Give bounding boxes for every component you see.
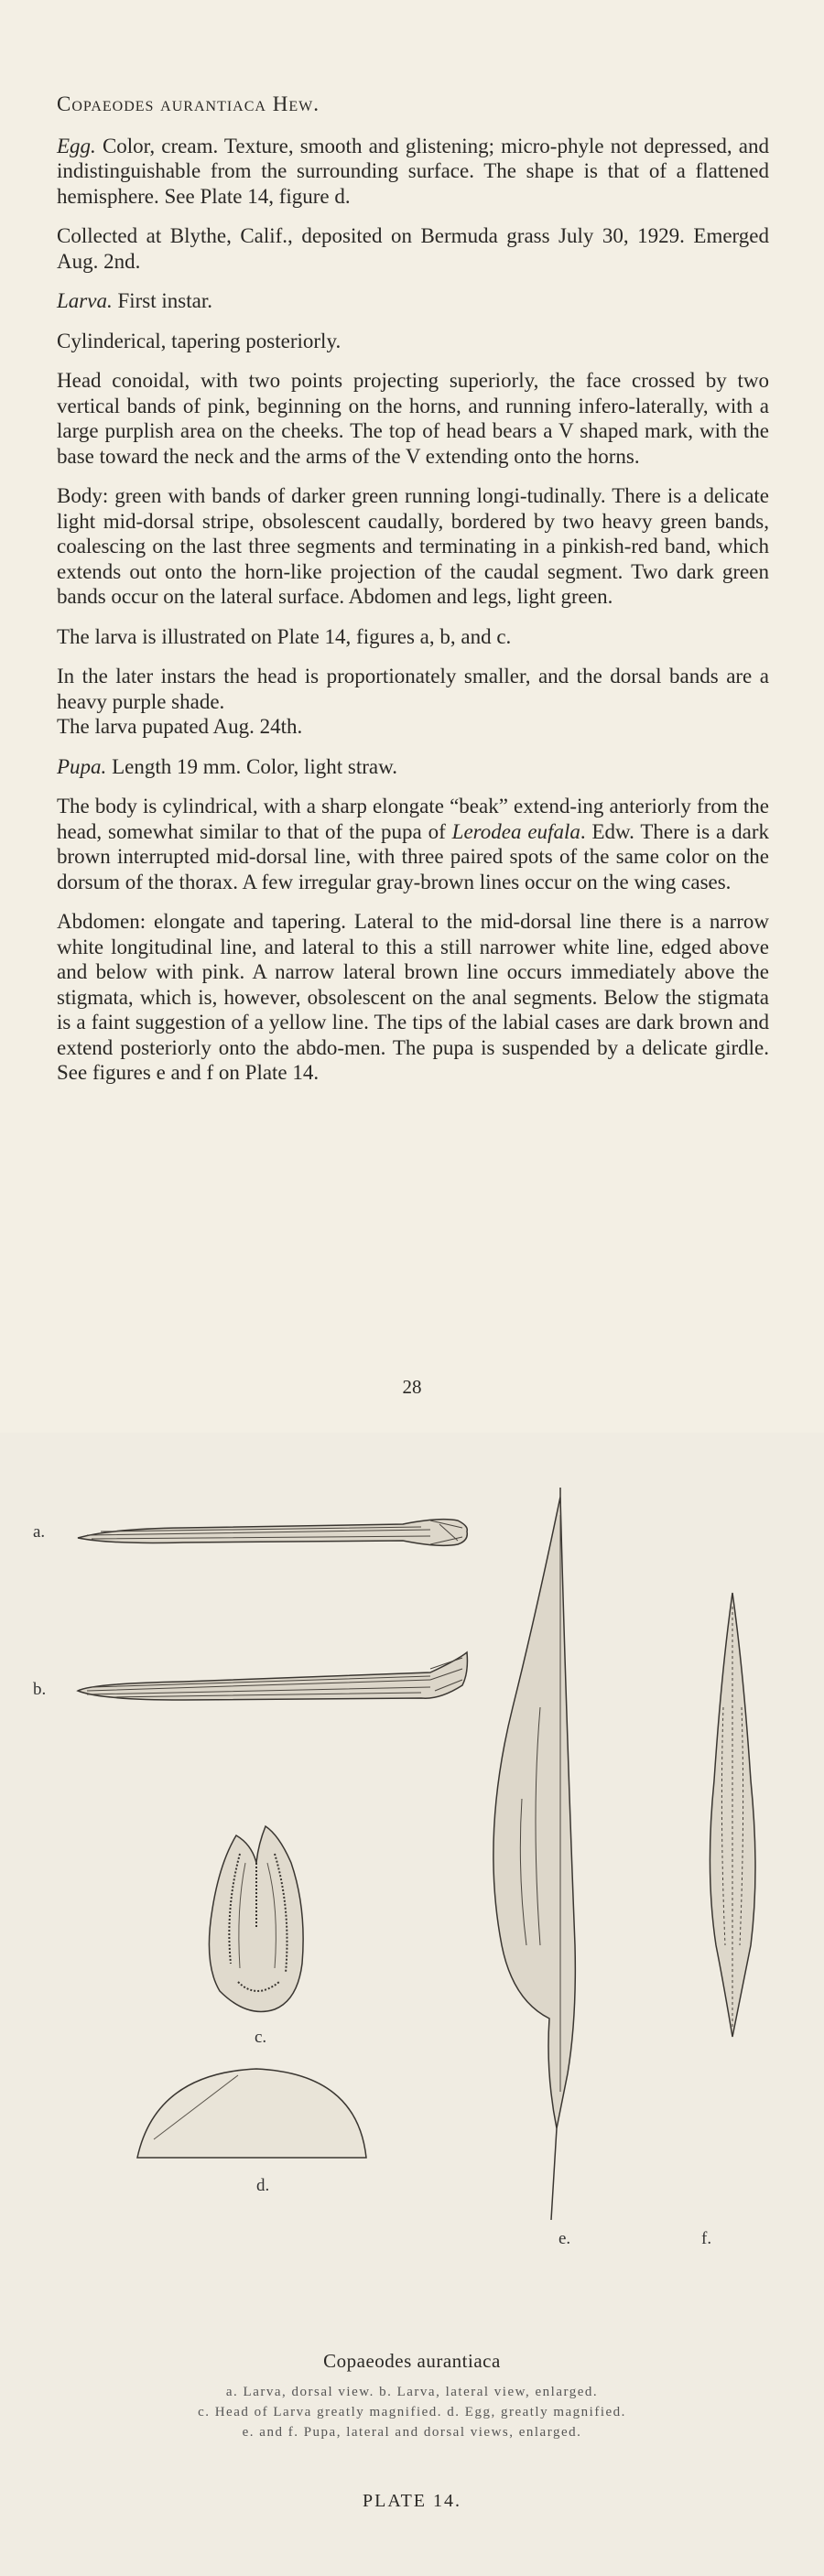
- egg-text: Color, cream. Texture, smooth and glistening; micro-phyle not depressed, and indistinguishable from the surrounding surface. The shape is that of a flattened hemisphere. See Plate 14, figure d.: [57, 134, 769, 208]
- pupa-body-paragraph: [57, 794, 769, 894]
- body-paragraph: Body: green with bands of darker green running longi-tudinally. There is a delicate light mid-dorsal stripe, obsolescent caudally, bordered by two heavy green bands, coalescing on the last three segments and terminating in a pinkish-red band, which extends out onto the horn-like projection of the caudal segment. Two dark green bands occur on the lateral surface. Abdomen and legs, light green.: [57, 484, 769, 608]
- plate-label: PLATE 14.: [363, 2491, 461, 2511]
- pupa-text: Length 19 mm. Color, light straw.: [106, 754, 397, 778]
- species-title: Copaeodes aurantiaca Hew.: [57, 92, 320, 115]
- page-number: 28: [402, 1376, 422, 1398]
- figure-label-b: b.: [33, 1680, 47, 1699]
- figure-c-larva-head: [209, 1826, 303, 2012]
- plate-caption: [0, 2350, 824, 2442]
- pupa-paragraph: [57, 754, 769, 780]
- plate-page: [0, 1433, 824, 2576]
- caption-title: Copaeodes aurantiaca: [323, 2350, 501, 2372]
- caption-line-1: a. Larva, dorsal view. b. Larva, lateral view, enlarged.: [225, 2385, 599, 2399]
- figure-label-f: f.: [701, 2229, 712, 2248]
- figure-a-larva-dorsal: [78, 1520, 467, 1546]
- pupa-body-text-1: The body is cylindrical, with a sharp elongate “beak” extend-ing anteriorly from the head, somewhat similar to that of the pupa of: [57, 795, 769, 843]
- egg-paragraph: [57, 134, 769, 210]
- egg-heading: Egg.: [57, 134, 96, 157]
- figure-label-d: d.: [256, 2176, 270, 2195]
- larva-text: First instar.: [112, 289, 212, 312]
- pupa-body-text-2: . Edw. There is a dark brown interrupted mid-dorsal line, with three paired spots of the same color on the dorsum of the thorax. A few irregular gray-brown lines occur on the wing cases.: [57, 819, 770, 893]
- figure-b-larva-lateral: [78, 1652, 467, 1700]
- pupa-heading: Pupa.: [57, 754, 107, 778]
- caption-line-2: c. Head of Larva greatly magnified. d. Egg, greatly magnified.: [198, 2405, 626, 2419]
- larva-heading: Larva.: [57, 289, 113, 312]
- figure-label-c: c.: [255, 2028, 267, 2047]
- pupa-body-species: Lerodea eufala: [451, 819, 580, 843]
- figure-f-pupa-dorsal: [710, 1593, 755, 2037]
- text-body: [57, 92, 769, 1100]
- later-instars-paragraph: In the later instars the head is proportionately smaller, and the dorsal bands are a heavy purple shade.: [57, 665, 769, 713]
- head-paragraph: Head conoidal, with two points projecting superiorly, the face crossed by two vertical bands of pink, beginning on the horns, and running infero-laterally, with a large purplish area on the cheeks. The top of head bears a V shaped mark, with the base toward the neck and the arms of the V extending onto the horns.: [57, 369, 769, 468]
- larva-paragraph: [57, 288, 769, 314]
- caption-line-3: e. and f. Pupa, lateral and dorsal views, enlarged.: [242, 2425, 582, 2440]
- figure-e-pupa-lateral: [493, 1488, 575, 2220]
- figure-label-a: a.: [33, 1522, 46, 1542]
- figure-d-egg: [137, 2069, 366, 2158]
- collected-paragraph: Collected at Blythe, Calif., deposited on Bermuda grass July 30, 1929. Emerged Aug. 2nd.: [57, 224, 769, 273]
- cylindrical-paragraph: Cylinderical, tapering posteriorly.: [57, 329, 342, 352]
- abdomen-paragraph: Abdomen: elongate and tapering. Lateral to the mid-dorsal line there is a narrow white longitudinal line, and lateral to this a still narrower white line, edged above and below with pink. A narrow lateral brown line occurs immediately above the stigmata, which is, however, obsolescent on the anal segments. Below the stigmata is a faint suggestion of a yellow line. The tips of the labial cases are dark brown and extend posteriorly onto the abdo-men. The pupa is suspended by a delicate girdle. See figures e and f on Plate 14.: [57, 910, 769, 1084]
- figure-label-e: e.: [558, 2229, 571, 2248]
- pupated-paragraph: The larva pupated Aug. 24th.: [57, 715, 303, 738]
- illustrated-paragraph: The larva is illustrated on Plate 14, figures a, b, and c.: [57, 624, 512, 648]
